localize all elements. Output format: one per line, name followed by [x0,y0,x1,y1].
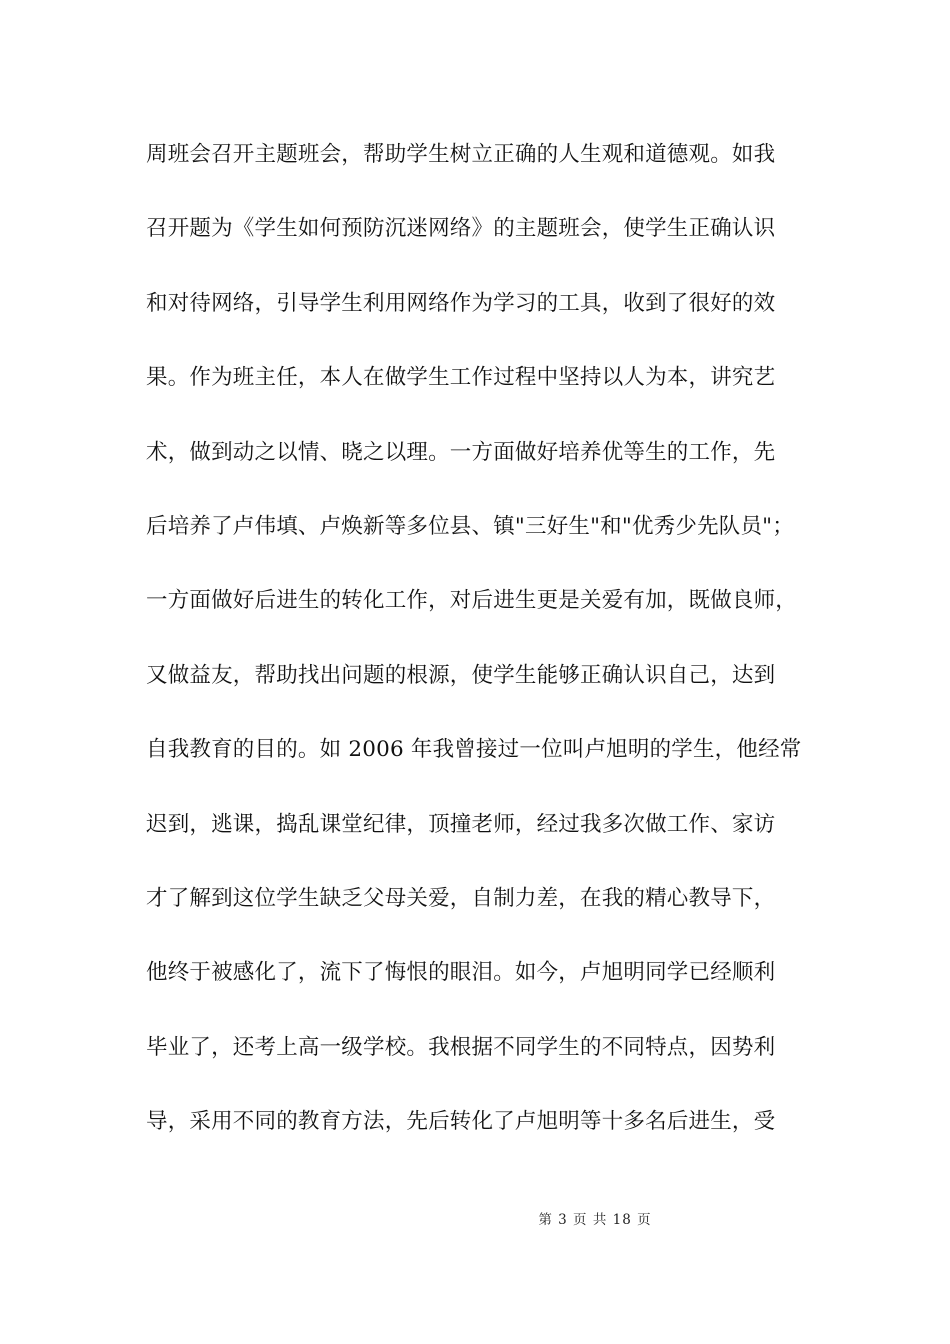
text-line-1: 周班会召开主题班会，帮助学生树立正确的人生观和道德观。如我 [146,142,776,167]
body-text [146,133,836,1174]
text-line-14: 导，采用不同的教育方法，先后转化了卢旭明等十多名后进生，受 [146,1109,776,1135]
text-line-3: 和对待网络，引导学生利用网络作为学习的工具，收到了很好的效 [146,290,776,316]
text-line-9: 自我教育的目的。如 2006 年我曾接过一位叫卢旭明的学生，他经常 [146,737,802,763]
text-line-6: 后培养了卢伟填、卢焕新等多位县、镇"三好生"和"优秀少先队员"； [146,513,794,539]
page-footer: 第 3 页 共 18 页 [538,1212,652,1228]
text-line-10: 迟到，逃课，捣乱课堂纪律，顶撞老师，经过我多次做工作、家访 [146,811,776,837]
text-line-5: 术，做到动之以情、晓之以理。一方面做好培养优等生的工作，先 [146,439,776,465]
text-line-12: 他终于被感化了，流下了悔恨的眼泪。如今，卢旭明同学已经顺利 [146,960,776,986]
text-line-8: 又做益友，帮助找出问题的根源，使学生能够正确认识自己，达到 [146,662,776,688]
text-line-4: 果。作为班主任，本人在做学生工作过程中坚持以人为本，讲究艺 [146,365,776,391]
text-line-7: 一方面做好后进生的转化工作，对后进生更是关爱有加，既做良师， [146,588,798,614]
text-line-2: 召开题为《学生如何预防沉迷网络》的主题班会，使学生正确认识 [146,216,776,242]
text-line-13: 毕业了，还考上高一级学校。我根据不同学生的不同特点，因势利 [146,1034,776,1060]
text-line-11: 才了解到这位学生缺乏父母关爱，自制力差，在我的精心教导下， [146,885,776,911]
